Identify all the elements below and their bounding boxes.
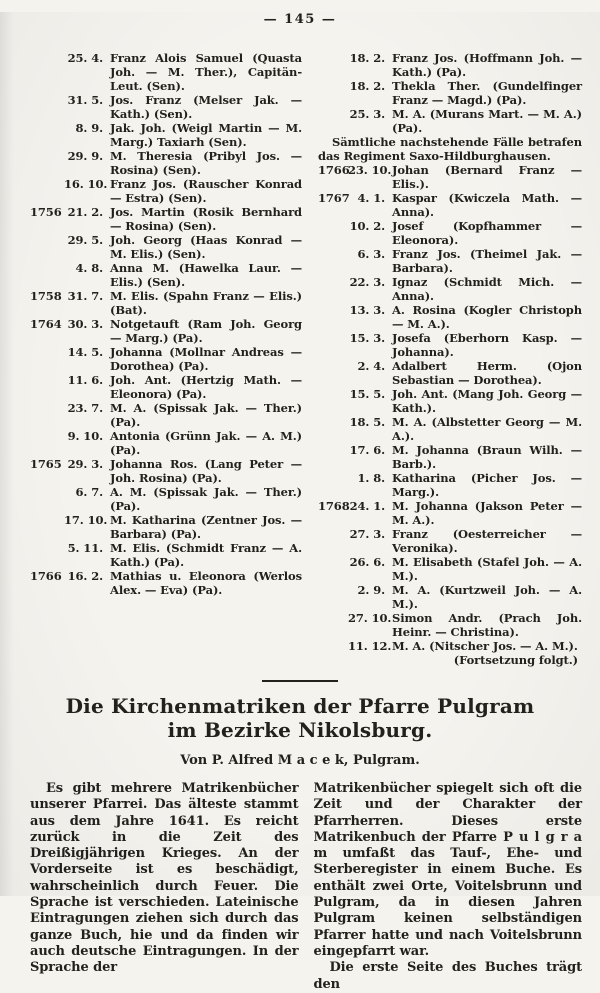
register-entry — [30, 317, 302, 345]
article-title-line2: im Bezirke Nikolsburg. — [167, 717, 433, 742]
entry-date: 23. 7. — [67, 401, 103, 415]
entry-text: Katharina (Picher Jos. — Marg.). — [392, 471, 582, 499]
entry-year: 1765 — [30, 457, 62, 471]
entry-date: 6. 3. — [357, 247, 385, 261]
register-entry — [318, 555, 582, 583]
entry-year: 1766 — [318, 163, 350, 177]
entry-date: 31. 7. — [67, 289, 103, 303]
entry-text: Franz Jos. (Rauscher Konrad — Estra) (Sen). — [110, 177, 302, 205]
register-entry — [318, 303, 582, 331]
register-entry — [30, 373, 302, 401]
entry-date: 6. 7. — [75, 485, 103, 499]
entry-text: M. A. (Kurtzweil Joh. — A. M.). — [392, 583, 582, 611]
entry-date: 25. 4. — [67, 51, 103, 65]
entry-year — [30, 51, 64, 93]
entry-date: 18. 2. — [349, 51, 385, 65]
entry-date: 16. 10. — [64, 177, 108, 191]
entry-text: Franz Alois Samuel (Quasta Joh. — M. Ther.), Capitän-Leut. (Sen). — [110, 51, 302, 93]
article-title-line1: Die Kirchenmatriken der Pfarre Pulgram — [65, 694, 535, 718]
register-entry — [318, 163, 582, 191]
register-left-column — [30, 51, 302, 667]
register-entry — [318, 611, 582, 639]
entry-year — [318, 359, 348, 387]
register-entry — [30, 457, 302, 485]
entry-text: M. Johanna (Jakson Peter — M. A.). — [392, 499, 582, 527]
entry-date: 25. 3. — [349, 107, 385, 121]
entry-date: 2. 9. — [357, 583, 385, 597]
entry-text: Franz (Oesterreicher — Veronika). — [392, 527, 582, 555]
entry-date: 15. 5. — [349, 387, 385, 401]
register-entry — [30, 289, 302, 317]
entry-year — [30, 429, 64, 457]
page-number: — 145 — — [263, 12, 337, 27]
entry-text: Mathias u. Eleonora (Werlos Alex. — Eva) (Pa). — [110, 569, 302, 597]
entry-date: 11. 6. — [67, 373, 103, 387]
entry-text: M. A. (Albstetter Georg — M. A.). — [392, 415, 582, 443]
register-entry — [318, 471, 582, 499]
entry-date: 2. 4. — [357, 359, 385, 373]
entry-year — [318, 583, 348, 611]
entry-date: 9. 10. — [67, 429, 103, 443]
register-entry — [30, 569, 302, 597]
entry-date: 26. 6. — [349, 555, 385, 569]
entry-date: 16. 2. — [67, 569, 103, 583]
register-entry — [318, 275, 582, 303]
article-paragraph: Es gibt mehrere Matrikenbücher unserer Pfarrei. Das älteste stammt aus dem Jahre 1641. Es reicht zurück in die Zeit des Dreißigjährigen Krieges. An der Vorderseite ist es beschädigt, wahrscheinlich durch Feuer. Die Sprache ist verschieden. Lateinische Eintragungen ziehen sich durch das ganze Buch, hie und da finden wir auch deutsche Eintragungen. In der Sprache der — [30, 781, 299, 976]
entry-date: 22. 3. — [349, 275, 385, 289]
article-byline: Von P. Alfred M a c e k, Pulgram. — [180, 753, 420, 768]
entry-year: 1768 — [318, 499, 350, 513]
register-entry — [318, 527, 582, 555]
register-entry — [30, 541, 302, 569]
entry-text: Notgetauft (Ram Joh. Georg — Marg.) (Pa). — [110, 317, 302, 345]
entry-text: Jos. Martin (Rosik Bernhard — Rosina) (Sen). — [110, 205, 302, 233]
entry-year — [318, 415, 348, 443]
entry-date: 21. 2. — [67, 205, 103, 219]
register-entry — [318, 107, 582, 135]
entry-year — [318, 639, 348, 653]
entry-text: Franz Jos. (Theimel Jak. — Barbara). — [392, 247, 582, 275]
entry-text: Johanna Ros. (Lang Peter — Joh. Rosina) (Pa). — [110, 457, 302, 485]
entry-year: 1758 — [30, 289, 62, 303]
register-entry — [30, 261, 302, 289]
entry-text: M. Elisabeth (Stafel Joh. — A. M.). — [392, 555, 582, 583]
entry-date: 15. 3. — [349, 331, 385, 345]
entry-date: 29. 9. — [67, 149, 103, 163]
register-right-column — [318, 51, 582, 667]
entry-year — [318, 611, 348, 639]
entry-date: 17. 10. — [64, 513, 108, 527]
register-entry — [30, 121, 302, 149]
register-entry — [30, 345, 302, 373]
register-entry — [318, 583, 582, 611]
entry-year — [30, 373, 64, 401]
continuation-note: (Fortsetzung folgt.) — [453, 653, 578, 667]
entry-year — [30, 121, 64, 149]
register-entry — [318, 79, 582, 107]
entry-year — [318, 331, 348, 359]
entry-year — [318, 107, 348, 135]
register-entry — [318, 247, 582, 275]
register-right-bottom — [318, 163, 582, 653]
entry-text: M. A. (Nitscher Jos. — A. M.). — [392, 639, 578, 653]
entry-year: 1756 — [30, 205, 62, 219]
entry-year — [318, 79, 348, 107]
entry-date: 30. 3. — [67, 317, 103, 331]
entry-year — [30, 177, 64, 205]
entry-text: M. A. (Murans Mart. — M. A.) (Pa). — [392, 107, 582, 135]
entry-text: Thekla Ther. (Gundelfinger Franz — Magd.) (Pa). — [392, 79, 582, 107]
register-entry — [30, 51, 302, 93]
entry-year — [30, 485, 64, 513]
entry-text: Ignaz (Schmidt Mich. — Anna). — [392, 275, 582, 303]
entry-year — [318, 275, 348, 303]
entry-date: 23. 10. — [348, 163, 392, 177]
entry-date: 29. 3. — [67, 457, 103, 471]
entry-date: 24. 1. — [349, 499, 385, 513]
register-section — [0, 51, 600, 667]
entry-date: 31. 5. — [67, 93, 103, 107]
register-entry — [318, 443, 582, 471]
entry-text: Josefa (Eberhorn Kasp. — Johanna). — [392, 331, 582, 359]
register-entry — [318, 499, 582, 527]
article-paragraph: Die erste Seite des Buches trägt den — [313, 960, 582, 992]
entry-year — [318, 247, 348, 275]
entry-text: Kaspar (Kwiczela Math. — Anna). — [392, 191, 582, 219]
register-entry — [318, 387, 582, 415]
entry-date: 18. 2. — [349, 79, 385, 93]
entry-date: 14. 5. — [67, 345, 103, 359]
entry-date: 4. 8. — [75, 261, 103, 275]
entry-date: 27. 3. — [349, 527, 385, 541]
register-entry — [30, 233, 302, 261]
section-divider — [262, 680, 338, 682]
entry-year — [30, 513, 64, 541]
article-body-right-column — [314, 781, 583, 993]
register-entry — [30, 149, 302, 177]
register-entry — [318, 51, 582, 79]
entry-text: Johan (Bernard Franz — Elis.). — [392, 163, 582, 191]
entry-year — [30, 93, 64, 121]
entry-date: 10. 2. — [349, 219, 385, 233]
entry-text: A. Rosina (Kogler Christoph — M. A.). — [392, 303, 582, 331]
entry-text: M. Johanna (Braun Wilh. — Barb.). — [392, 443, 582, 471]
entry-date: 1. 8. — [357, 471, 385, 485]
entry-year — [30, 149, 64, 177]
entry-date: 4. 1. — [357, 191, 385, 205]
entry-date: 8. 9. — [75, 121, 103, 135]
article-title — [30, 695, 570, 742]
entry-date: 13. 3. — [349, 303, 385, 317]
entry-text: M. Elis. (Spahn Franz — Elis.) (Bat). — [110, 289, 302, 317]
entry-text: M. Theresia (Pribyl Jos. — Rosina) (Sen). — [110, 149, 302, 177]
entry-text: M. Elis. (Schmidt Franz — A. Kath.) (Pa). — [110, 541, 302, 569]
entry-year — [30, 541, 64, 569]
entry-text: A. M. (Spissak Jak. — Ther.) (Pa). — [110, 485, 302, 513]
register-entry — [30, 93, 302, 121]
entry-year — [318, 527, 348, 555]
article-paragraph: Matrikenbücher spiegelt sich oft die Zeit und der Charakter der Pfarrherren. Dieses erste Matrikenbuch der Pfarre P u l g r a m umfaßt das Tauf-, Ehe- und Sterberegister in einem Buche. Es enthält zwei Orte, Voitelsbrunn und Pulgram, da in diesen Jahren Pulgram keinen selbständigen Pfarrer hatte und nach Voitelsbrunn eingepfarrt war. — [313, 781, 582, 959]
entry-year: 1767 — [318, 191, 350, 205]
register-entry — [30, 429, 302, 457]
entry-text: Josef (Kopfhammer — Eleonora). — [392, 219, 582, 247]
entry-text: Anna M. (Hawelka Laur. — Elis.) (Sen). — [110, 261, 302, 289]
register-entry — [30, 177, 302, 205]
register-entry — [318, 331, 582, 359]
entry-text: M. A. (Spissak Jak. — Ther.) (Pa). — [110, 401, 302, 429]
register-entry — [318, 415, 582, 443]
register-entry — [30, 401, 302, 429]
entry-text: Simon Andr. (Prach Joh. Heinr. — Christina). — [392, 611, 582, 639]
register-right-top — [318, 51, 582, 135]
register-entry — [318, 359, 582, 387]
entry-year — [318, 303, 348, 331]
entry-year — [318, 219, 348, 247]
entry-date: 5. 11. — [67, 541, 103, 555]
entry-year — [318, 555, 348, 583]
entry-year — [318, 387, 348, 415]
entry-year — [318, 443, 348, 471]
entry-text: M. Katharina (Zentner Jos. — Barbara) (Pa). — [110, 513, 302, 541]
regiment-note: Sämtliche nachstehende Fälle betrafen das Regiment Saxo-Hildburghausen. — [318, 135, 582, 163]
entry-text: Jos. Franz (Melser Jak. — Kath.) (Sen). — [110, 93, 302, 121]
register-entry — [318, 639, 582, 653]
entry-date: 27. 10. — [348, 611, 392, 625]
entry-text: Jak. Joh. (Weigl Martin — M. Marg.) Taxiarh (Sen). — [110, 121, 302, 149]
register-entry — [30, 513, 302, 541]
scanned-page — [0, 12, 600, 993]
register-entry — [318, 219, 582, 247]
entry-date: 29. 5. — [67, 233, 103, 247]
register-entry — [30, 485, 302, 513]
article-body-left-column — [30, 781, 299, 993]
entry-year: 1764 — [30, 317, 62, 331]
entry-date: 17. 6. — [349, 443, 385, 457]
entry-text: Joh. Georg (Haas Konrad — M. Elis.) (Sen). — [110, 233, 302, 261]
entry-date: 11. 12. — [348, 639, 392, 653]
register-entry — [30, 205, 302, 233]
article-body — [0, 781, 600, 993]
entry-year — [30, 261, 64, 289]
entry-text: Johanna (Mollnar Andreas — Dorothea) (Pa). — [110, 345, 302, 373]
entry-year — [30, 345, 64, 373]
entry-year — [318, 51, 348, 79]
entry-year — [30, 233, 64, 261]
entry-year: 1766 — [30, 569, 62, 583]
entry-date: 18. 5. — [349, 415, 385, 429]
entry-year — [318, 471, 348, 499]
entry-text: Joh. Ant. (Mang Joh. Georg — Kath.). — [392, 387, 582, 415]
entry-text: Adalbert Herm. (Ojon Sebastian — Dorothea). — [392, 359, 582, 387]
entry-text: Antonia (Grünn Jak. — A. M.) (Pa). — [110, 429, 302, 457]
entry-text: Joh. Ant. (Hertzig Math. — Eleonora) (Pa). — [110, 373, 302, 401]
entry-year — [30, 401, 64, 429]
entry-text: Franz Jos. (Hoffmann Joh. — Kath.) (Pa). — [392, 51, 582, 79]
register-entry — [318, 191, 582, 219]
